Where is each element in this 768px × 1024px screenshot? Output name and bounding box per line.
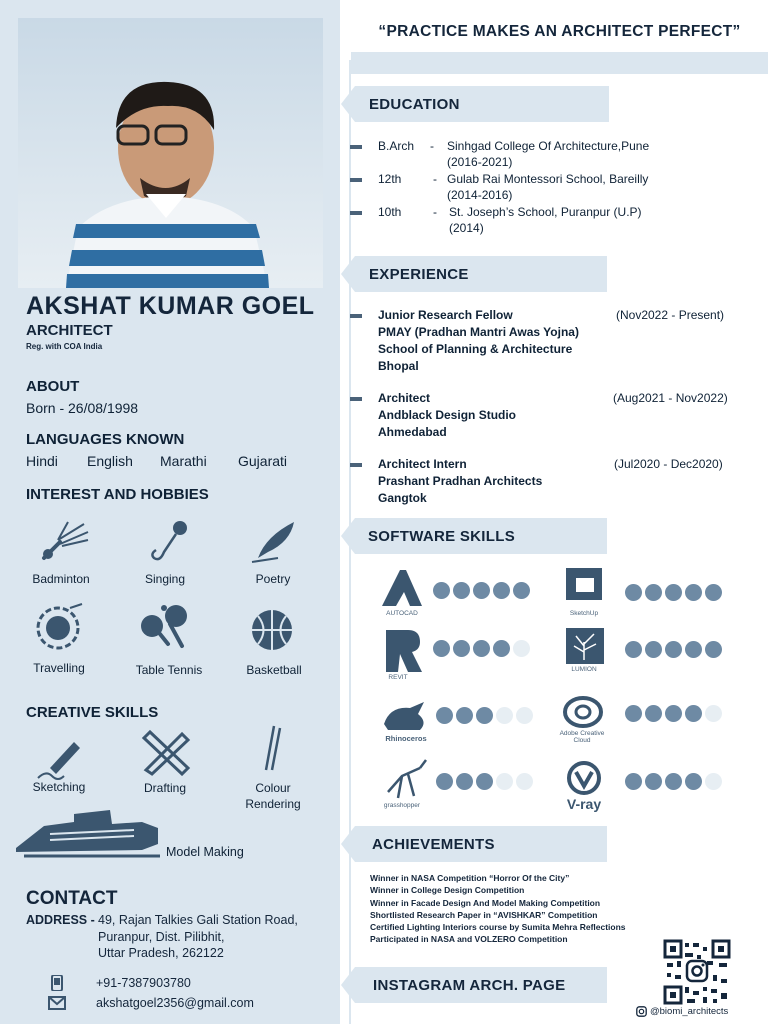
achievement-item: Winner in College Design Competition [370,885,525,896]
experience-title: Architect Intern [378,457,467,471]
skill-dot-filled [665,773,682,790]
education-dash: - [433,205,437,219]
skill-dots-sketchup [625,584,722,601]
skill-dot-empty [516,773,533,790]
education-school: Sinhgad College Of Architecture,Pune [447,139,650,153]
drafting-tools-icon [138,728,194,776]
address-label: ADDRESS - [26,913,95,927]
candidate-name: AKSHAT KUMAR GOEL [26,292,315,320]
education-school: Gulab Rai Montessori School, Bareilly [447,172,649,186]
skill-dot-filled [493,582,510,599]
skill-dot-empty [516,707,533,724]
hobby-label-badminton: Badminton [32,572,90,586]
experience-heading: EXPERIENCE [369,266,469,283]
skill-dot-filled [453,582,470,599]
revit-logo-icon [378,628,428,674]
experience-line: School of Planning & Architecture [378,342,573,356]
phone-icon [50,975,64,991]
basketball-icon [245,606,301,654]
skill-dot-filled [476,773,493,790]
skill-dot-filled [625,773,642,790]
grasshopper-logo-icon [380,758,430,804]
education-years: (2014-2016) [447,188,513,202]
badminton-icon [38,518,94,566]
skill-dot-filled [705,584,722,601]
creative-label-sketching: Sketching [32,780,86,794]
hobby-label-table-tennis: Table Tennis [135,663,203,677]
achievement-item: Participated in NASA and VOLZERO Competition [370,934,568,945]
skill-dot-filled [665,641,682,658]
achievements-list [370,872,626,946]
sketchup-logo-icon [560,562,610,608]
address-line-1: 49, Rajan Talkies Gali Station Road, [98,913,298,927]
achievement-item: Certified Lighting Interiors course by Sumita Mehra Reflections [370,922,626,933]
software-heading: SOFTWARE SKILLS [368,528,515,545]
bullet-marker [350,178,362,182]
creative-label-colour: Colour [255,781,291,795]
skill-dot-filled [476,707,493,724]
tagline-band [351,52,768,74]
hobbies-heading: INTEREST AND HOBBIES [26,486,209,503]
candidate-role: ARCHITECT [26,322,113,339]
experience-line: Ahmedabad [378,425,447,439]
bullet-marker [350,314,362,318]
skill-dots-revit [433,640,530,657]
education-dash: - [430,139,434,153]
skill-dots-rhinoceros [436,707,533,724]
experience-entry [378,390,516,441]
microphone-icon [142,518,198,566]
experience-title: Architect [378,391,431,405]
skill-dot-filled [625,641,642,658]
bullet-marker [350,397,362,401]
software-caption: Rhinoceros [385,734,427,743]
skill-dot-filled [685,641,702,658]
software-caption: V-ray [566,796,602,812]
skill-dot-filled [645,641,662,658]
skill-dots-adobe-cc [625,705,722,722]
about-heading: ABOUT [26,378,80,395]
skill-dot-empty [496,707,513,724]
bullet-marker [350,463,362,467]
email-address[interactable]: akshatgoel2356@gmail.com [96,996,254,1010]
skill-dot-filled [625,584,642,601]
education-school: St. Joseph’s School, Puranpur (U.P) [449,205,642,219]
education-dash: - [433,172,437,186]
experience-dates: (Nov2022 - Present) [616,308,725,322]
model-building-icon [14,804,162,862]
bullet-marker [350,211,362,215]
tagline: “PRACTICE MAKES AN ARCHITECT PERFECT” [378,23,741,40]
hobby-label-travelling: Travelling [33,661,85,675]
hobby-label-poetry: Poetry [255,572,291,586]
skill-dot-filled [513,582,530,599]
achievement-item: Winner in NASA Competition “Horror Of the City” [370,873,570,883]
skill-dots-grasshopper [436,773,533,790]
skill-dot-filled [685,584,702,601]
language-hindi: Hindi [26,453,58,469]
language-marathi: Marathi [160,453,207,469]
education-years: (2014) [449,221,484,235]
experience-title: Junior Research Fellow [378,308,513,322]
creative-label-drafting: Drafting [143,781,187,795]
skill-dot-filled [473,640,490,657]
right-panel [351,0,768,1024]
skill-dot-filled [705,641,722,658]
instagram-icon [636,1006,647,1017]
experience-line: Gangtok [378,491,427,505]
globe-icon [30,600,90,654]
experience-dates: (Jul2020 - Dec2020) [614,457,723,471]
skill-dot-filled [433,582,450,599]
skill-dot-empty [705,773,722,790]
software-caption: grasshopper [383,802,421,809]
pencil-icon [34,736,90,784]
skill-dots-autocad [433,582,530,599]
experience-line: Bhopal [378,359,419,373]
skill-dots-vray [625,773,722,790]
skill-dot-filled [645,773,662,790]
skill-dot-filled [665,705,682,722]
contact-heading: CONTACT [26,888,118,909]
achievement-item: Winner in Facade Design And Model Making Competition [370,897,601,908]
skill-dot-filled [473,582,490,599]
table-tennis-icon [138,602,194,650]
skill-dot-filled [685,773,702,790]
skill-dot-filled [645,584,662,601]
skill-dot-filled [456,773,473,790]
software-caption: LUMION [571,666,597,673]
mail-icon [48,996,66,1010]
skill-dot-empty [496,773,513,790]
languages-heading: LANGUAGES KNOWN [26,431,185,448]
language-gujarati: Gujarati [238,453,288,469]
skill-dots-lumion [625,641,722,658]
phone-number[interactable]: +91-7387903780 [96,976,191,990]
skill-dot-filled [493,640,510,657]
hobby-label-singing: Singing [144,572,186,586]
education-years: (2016-2021) [447,155,513,169]
profile-photo [18,18,323,288]
skill-dot-filled [453,640,470,657]
education-degree: 12th [378,172,402,186]
autocad-logo-icon [378,566,428,612]
creative-label-model-making: Model Making [166,845,244,859]
qr-code[interactable] [663,939,731,1005]
experience-dates: (Aug2021 - Nov2022) [613,391,728,405]
skill-dot-filled [625,705,642,722]
language-english: English [87,453,133,469]
address-line-3: Uttar Pradesh, 262122 [98,946,224,960]
quill-icon [248,518,304,566]
education-degree: 10th [378,205,402,219]
skill-dot-filled [665,584,682,601]
bullet-marker [350,145,362,149]
software-caption: SketchUp [569,610,599,617]
skill-dot-filled [433,640,450,657]
skill-dot-empty [513,640,530,657]
experience-line: PMAY (Pradhan Mantri Awas Yojna) [378,325,579,339]
software-caption: AUTOCAD [386,610,418,617]
skill-dot-filled [645,705,662,722]
address-line-2: Puranpur, Dist. Pilibhit, [98,930,225,944]
education-heading: EDUCATION [369,96,460,113]
experience-line: Andblack Design Studio [378,408,517,422]
software-caption: REVIT [388,674,408,681]
creative-heading: CREATIVE SKILLS [26,704,159,721]
creative-label-rendering: Rendering [245,797,301,811]
software-caption: Adobe Creative Cloud [559,730,605,744]
skill-dot-filled [685,705,702,722]
instagram-handle[interactable]: @biomi_architects [650,1006,729,1017]
skill-dot-filled [456,707,473,724]
skill-dot-filled [436,707,453,724]
hobby-label-basketball: Basketball [246,663,302,677]
skill-dot-filled [436,773,453,790]
education-degree: B.Arch [378,139,415,153]
achievements-heading: ACHIEVEMENTS [372,836,495,853]
achievement-item: Shortlisted Research Paper in “AVISHKAR” Competition [370,909,598,920]
registration-note: Reg. with COA India [26,342,103,351]
experience-entry [378,456,542,507]
experience-entry [378,307,579,375]
skill-dot-empty [705,705,722,722]
instagram-heading: INSTAGRAM ARCH. PAGE [373,977,566,994]
brushes-icon [252,724,308,772]
experience-line: Prashant Pradhan Architects [378,474,543,488]
birth-date: Born - 26/08/1998 [26,400,139,416]
